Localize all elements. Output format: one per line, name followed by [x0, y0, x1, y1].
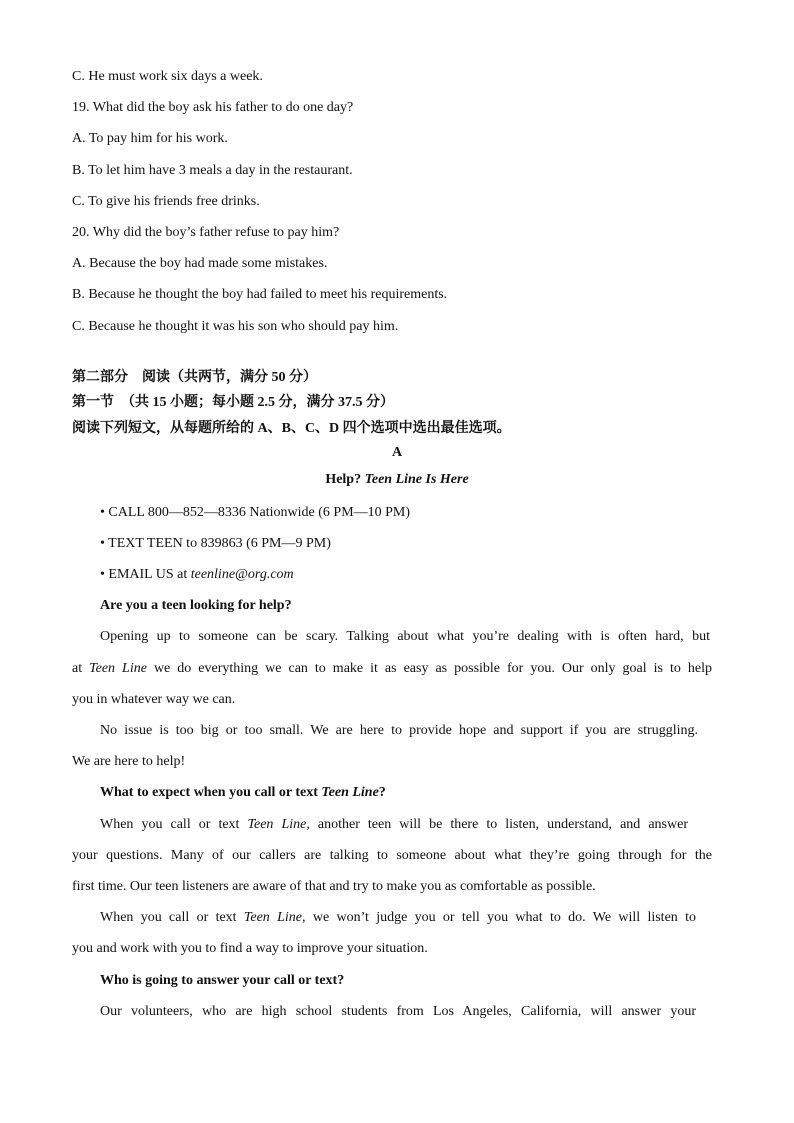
- p3-l1-a: When you call or text: [100, 817, 248, 832]
- q19-option-b: B. To let him have 3 meals a day in the restaurant.: [72, 163, 353, 178]
- p1-l2-em: Teen Line: [89, 661, 147, 676]
- contact-email: [100, 566, 294, 584]
- q19-option-c: C. To give his friends free drinks.: [72, 194, 260, 209]
- paragraph4-line2: you and work with you to find a way to improve your situation.: [72, 941, 428, 956]
- section1-heading: 第一节 （共 15 小题；每小题 2.5 分，满分 37.5 分）: [72, 395, 394, 410]
- passage-title: [0, 471, 794, 489]
- p4-l1-a: When you call or text: [100, 910, 244, 925]
- q18-option-c: C. He must work six days a week.: [72, 69, 263, 84]
- paragraph2-line2: We are here to help!: [72, 754, 186, 769]
- p3-l1-em: Teen Line: [247, 817, 307, 832]
- q19-option-a: A. To pay him for his work.: [72, 131, 228, 146]
- paragraph4-line1: [100, 909, 696, 927]
- paragraph1-line3: you in whatever way we can.: [72, 692, 236, 707]
- q20-option-b: B. Because he thought the boy had failed to meet his requirements.: [72, 287, 448, 302]
- p1-l2-a: at: [72, 661, 90, 676]
- paragraph3-line1: [100, 816, 688, 834]
- passage-letter: A: [391, 445, 403, 460]
- contact-text: • TEXT TEEN to 839863 (6 PM—9 PM): [100, 536, 331, 551]
- paragraph3-line2: your questions. Many of our callers are talking to someone about what they’re going through for the: [72, 848, 712, 863]
- paragraph2-line1: No issue is too big or too small. We are here to provide hope and support if you are struggling.: [100, 723, 698, 738]
- paragraph1-line1: Opening up to someone can be scary. Talking about what you’re dealing with is often hard, but: [100, 629, 710, 644]
- h2-a: What to expect when you call or text: [100, 785, 322, 800]
- reading-instruction: 阅读下列短文，从每题所给的 A、B、C、D 四个选项中选出最佳选项。: [72, 421, 511, 436]
- passage-title-prefix: Help?: [325, 472, 365, 487]
- passage-title-italic: Teen Line Is Here: [364, 472, 469, 487]
- q20-option-c: C. Because he thought it was his son who should pay him.: [72, 319, 399, 334]
- p3-l1-b: , another teen will be there to listen, understand, and answer: [306, 817, 688, 832]
- subheading-what-to-expect: [100, 784, 386, 802]
- p4-l1-b: , we won’t judge you or tell you what to do. We will listen to: [302, 910, 696, 925]
- q20-question: 20. Why did the boy’s father refuse to pay him?: [72, 225, 340, 240]
- contact-email-prefix: • EMAIL US at: [100, 567, 191, 582]
- part2-heading: 第二部分 阅读（共两节，满分 50 分）: [72, 370, 317, 385]
- q19-question: 19. What did the boy ask his father to do one day?: [72, 100, 354, 115]
- p4-l1-em: Teen Line: [243, 910, 303, 925]
- h2-em: Teen Line: [321, 785, 379, 800]
- contact-call: • CALL 800—852—8336 Nationwide (6 PM—10 PM): [100, 505, 411, 520]
- h2-b: ?: [378, 785, 386, 800]
- q20-option-a: A. Because the boy had made some mistakes.: [72, 256, 328, 271]
- subheading-who-answers: Who is going to answer your call or text?: [100, 973, 345, 988]
- p1-l2-b: we do everything we can to make it as easy as possible for you. Our only goal is to help: [146, 661, 712, 676]
- paragraph3-line3: first time. Our teen listeners are aware of that and try to make you as comfortable as possible.: [72, 879, 596, 894]
- subheading-looking-for-help: Are you a teen looking for help?: [100, 598, 292, 613]
- paragraph1-line2: [72, 660, 712, 678]
- paragraph5-line1: Our volunteers, who are high school students from Los Angeles, California, will answer your: [100, 1004, 696, 1019]
- email-link[interactable]: teenline@org.com: [190, 567, 294, 582]
